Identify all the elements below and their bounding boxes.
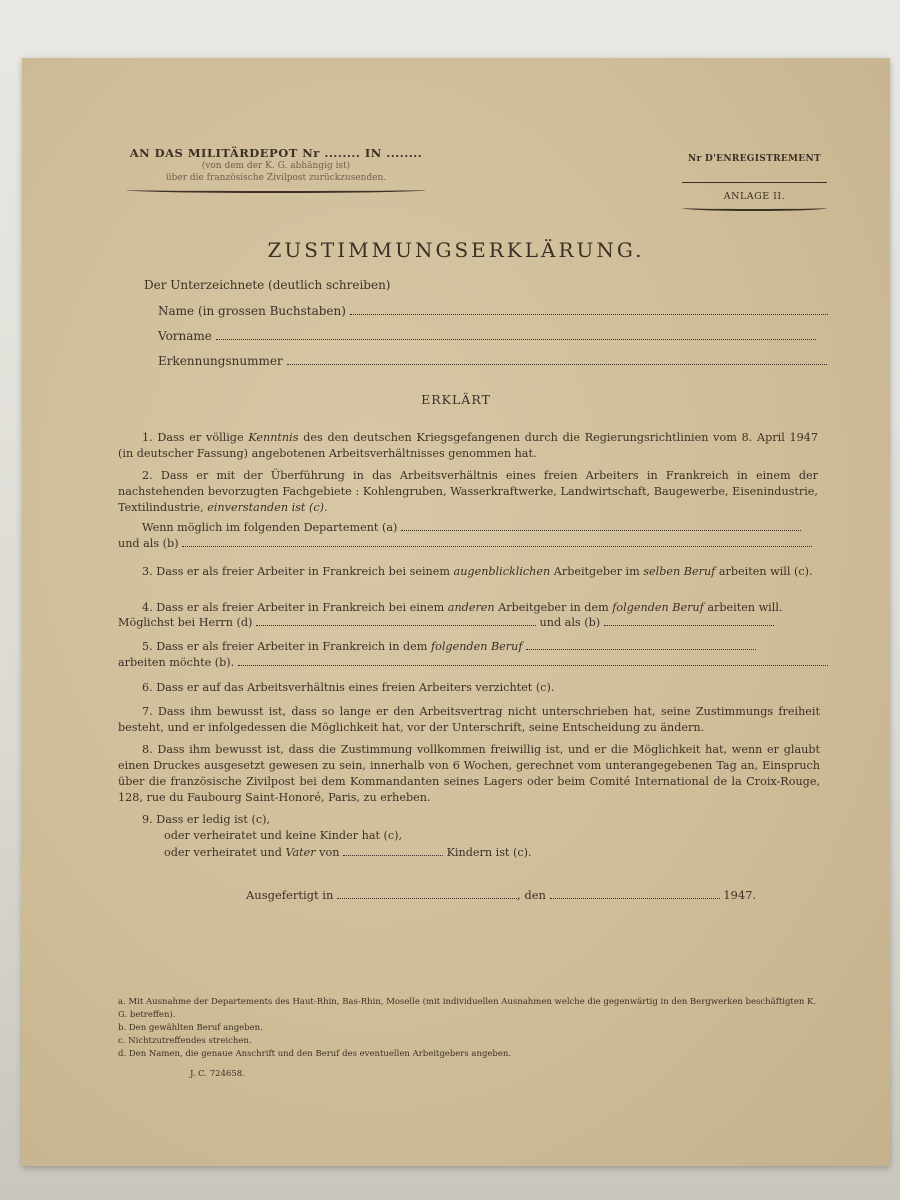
item-3-text-e: arbeiten will (c). (715, 565, 813, 578)
item-2-text-a: 2. Dass er mit der Überführung in das Arbeitsverhältnis eines freien Arbeiters in Frankreich in einem der nachstehenden bevorzugten Fachgebiete : Kohlengruben, Wasserkraftwerke, Landwirtschaft, Baugewerbe, Eisenindustrie, Textilindustrie, (118, 469, 818, 514)
signatory-intro: Der Unterzeichnete (deutlich schreiben) (144, 278, 391, 292)
item-4-text-e: arbeiten will. (703, 601, 783, 614)
number-field-row (158, 354, 827, 368)
date-label: , den (517, 888, 546, 902)
footnote-c: c. Nichtzutreffendes streichen. (118, 1036, 252, 1046)
profession-label: und als (b) (118, 537, 179, 550)
section-heading-erklaert: ERKLÄRT (421, 392, 491, 407)
number-fill-line[interactable] (287, 364, 827, 365)
item-5-row-2 (118, 656, 828, 669)
item-6: 6. Dass er auf das Arbeitsverhältnis eines freien Arbeiters verzichtet (c). (142, 681, 555, 694)
vorname-field-row (158, 329, 816, 343)
item-8: 8. Dass ihm bewusst ist, dass die Zustimmung vollkommen freiwillig ist, und er die Möglichkeit hat, wenn er glaubt einen Druckes ausgesetzt gewesen zu sein, innerhalb von 6 Wochen, gerechnet vom unterangegebenen Tag an, Einspruch über die französische Zivilpost bei dem Kommandanten seines Lagers oder beim Comité International de la Croix-Rouge, 128, rue du Faubourg Saint-Honoré, Paris, zu erheben. (118, 743, 820, 804)
item-4-profession-label: und als (b) (539, 616, 601, 629)
year-label: 1947. (723, 888, 757, 902)
date-fill-line[interactable] (550, 898, 720, 899)
name-fill-line[interactable] (350, 314, 828, 315)
number-label: Erkennungsnummer (158, 354, 283, 368)
item-4-profession-fill-line[interactable] (604, 625, 774, 626)
place-label: Ausgefertigt in (246, 888, 334, 902)
registration-rule (682, 182, 827, 183)
vorname-fill-line[interactable] (216, 339, 816, 340)
name-label: Name (in grossen Buchstaben) (158, 304, 346, 318)
item-9-text-d: Vater (285, 846, 316, 859)
item-9-line-1: 9. Dass er ledig ist (c), (142, 813, 271, 826)
annex-label: ANLAGE II. (723, 191, 786, 202)
item-4-text-a: 4. Dass er als freier Arbeiter in Frankreich bei einem (142, 601, 448, 614)
depot-note-line: (von dem der K. G. abhängig ist) (201, 161, 351, 171)
registration-block (682, 154, 827, 211)
item-3 (118, 564, 818, 580)
place-fill-line[interactable] (337, 898, 517, 899)
item-4-text-b: anderen (447, 601, 495, 614)
form-sheet (22, 58, 890, 1166)
item-9-text-e: von (315, 846, 340, 859)
print-code: J. C. 724658. (190, 1069, 245, 1079)
item-5-text-b: folgenden Beruf (430, 640, 523, 653)
employer-label: Möglichst bei Herrn (d) (118, 616, 253, 629)
item-9-text-f: Kindern ist (c). (446, 846, 532, 859)
item-4 (118, 600, 828, 616)
item-3-text-a: 3. Dass er als freier Arbeiter in Frankreich bei seinem (142, 565, 454, 578)
item-5-fill-line[interactable] (526, 649, 756, 650)
department-label: Wenn möglich im folgenden Departement (a) (142, 521, 398, 534)
return-note-line: über die französische Zivilpost zurückzusenden. (165, 173, 387, 183)
item-1-text-b: Kenntnis (248, 431, 299, 444)
item-4-employer-row (118, 616, 774, 629)
item-5-text-c: arbeiten möchte (b). (118, 656, 235, 669)
annex-flourish (682, 205, 827, 211)
document-title: ZUSTIMMUNGSERKLÄRUNG. (267, 238, 645, 262)
children-count-fill-line[interactable] (343, 855, 443, 856)
item-9-text-c: oder verheiratet und (164, 846, 286, 859)
item-2-department-row (142, 521, 801, 534)
item-2-text-b: einverstanden ist (c). (207, 501, 328, 514)
item-4-text-d: folgenden Beruf (612, 601, 704, 614)
footnote-b: b. Den gewählten Beruf angeben. (118, 1023, 263, 1033)
item-3-text-c: Arbeitgeber im (550, 565, 644, 578)
header-flourish (126, 187, 426, 193)
item-9-line-2: oder verheiratet und keine Kinder hat (c), (164, 829, 403, 842)
vorname-label: Vorname (158, 329, 212, 343)
name-field-row (158, 304, 828, 318)
item-5-fill-line-2[interactable] (238, 665, 828, 666)
item-7: 7. Dass ihm bewusst ist, dass so lange er den Arbeitsvertrag nicht unterschrieben hat, seine Zustimmungs freiheit besteht, und er infolgedessen die Möglichkeit hat, vor der Unterschrift, seine Entscheidung zu ändern. (118, 705, 820, 734)
employer-fill-line[interactable] (256, 625, 536, 626)
item-3-text-d: selben Beruf (643, 565, 716, 578)
depot-address-line: AN DAS MILITÄRDEPOT Nr ........ IN ........ (129, 146, 423, 160)
profession-fill-line[interactable] (182, 546, 812, 547)
signature-row (246, 888, 756, 902)
item-2-profession-row (118, 537, 812, 550)
item-1 (118, 430, 818, 462)
item-9-line-3 (164, 846, 532, 859)
footnote-a: a. Mit Ausnahme der Departements des Haut-Rhin, Bas-Rhin, Moselle (mit individuellen Ausnahmen welche die gegenwärtig in den Bergwerken beschäftigten K. G. betreffen). (118, 997, 817, 1020)
department-fill-line[interactable] (401, 530, 801, 531)
item-4-text-c: Arbeitgeber in dem (494, 601, 613, 614)
item-5-text-a: 5. Dass er als freier Arbeiter in Frankreich in dem (142, 640, 431, 653)
item-1-text-a: 1. Dass er völlige (142, 431, 249, 444)
item-5-row (142, 640, 756, 653)
depot-address-block (126, 146, 426, 193)
registration-number-label: Nr D'ENREGISTREMENT (688, 154, 821, 164)
item-3-text-b: augenblicklichen (453, 565, 551, 578)
item-2 (118, 468, 818, 516)
item-1-text-c: des den deutschen Kriegsgefangenen durch die Regierungsrichtlinien vom 8. April 1947 (in deutscher Fassung) angebotenen Arbeitsverhältnisses genommen hat. (118, 431, 818, 460)
footnote-d: d. Den Namen, die genaue Anschrift und den Beruf des eventuellen Arbeitgebers angeben. (118, 1049, 512, 1059)
